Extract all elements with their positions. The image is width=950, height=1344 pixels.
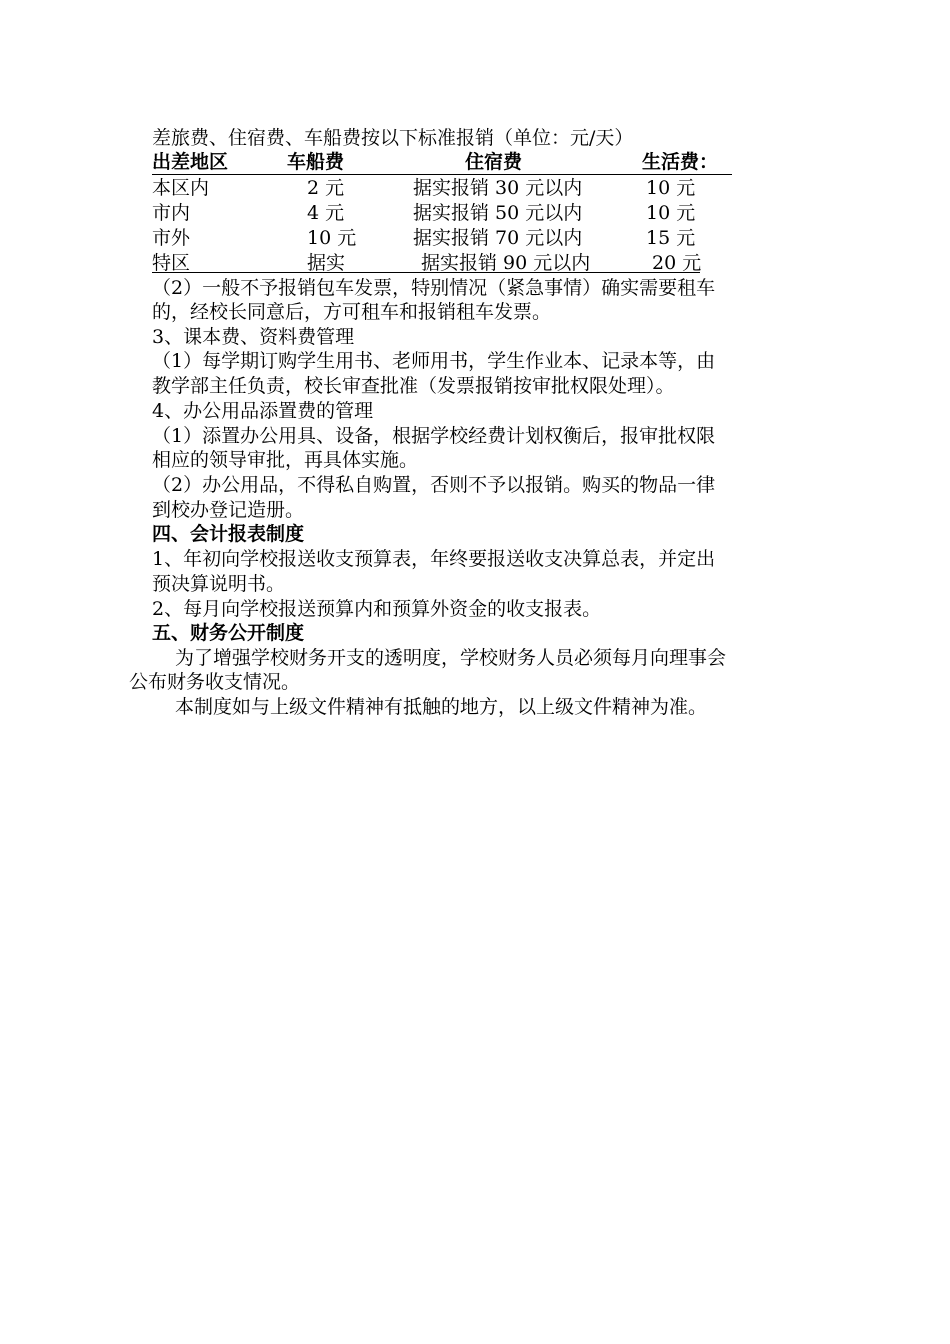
paragraph-line: （1）添置办公用具、设备，根据学校经费计划权衡后，报审批权限 (152, 425, 716, 447)
table-header-region: 出差地区 (152, 151, 229, 173)
table-cell: 10 元 (307, 227, 357, 249)
section-heading: 4、办公用品添置费的管理 (152, 400, 374, 422)
chapter-heading: 四、会计报表制度 (152, 523, 305, 545)
paragraph-line: 的，经校长同意后，方可租车和报销租车发票。 (152, 301, 552, 323)
paragraph-line: 公布财务收支情况。 (129, 671, 301, 693)
table-cell: 10 元 (646, 177, 696, 199)
table-cell: 市外 (152, 227, 191, 249)
table-header-lodging: 住宿费 (465, 151, 523, 173)
table-cell: 本区内 (152, 177, 210, 199)
travel-standard-intro: 差旅费、住宿费、车船费按以下标准报销（单位：元/天） (152, 127, 634, 149)
paragraph-line: （2）一般不予报销包车发票，特别情况（紧急事情）确实需要租车 (152, 277, 716, 299)
table-header-living: 生活费： (642, 151, 719, 173)
table-cell: 据实 (307, 252, 346, 274)
paragraph-line: 本制度如与上级文件精神有抵触的地方，以上级文件精神为准。 (175, 696, 708, 718)
table-cell: 15 元 (646, 227, 696, 249)
table-header-rule (152, 174, 732, 175)
table-cell: 特区 (152, 252, 191, 274)
chapter-heading: 五、财务公开制度 (152, 622, 305, 644)
table-cell: 4 元 (307, 202, 345, 224)
paragraph-line: 相应的领导审批，再具体实施。 (152, 449, 419, 471)
table-cell: 2 元 (307, 177, 345, 199)
table-cell: 据实报销 70 元以内 (413, 227, 583, 249)
table-cell: 10 元 (646, 202, 696, 224)
table-cell: 据实报销 30 元以内 (413, 177, 583, 199)
table-cell: 据实报销 90 元以内 (421, 252, 591, 274)
paragraph-line: 教学部主任负责，校长审查批准（发票报销按审批权限处理）。 (152, 375, 675, 397)
table-header-transport: 车船费 (287, 151, 345, 173)
paragraph-line: 2、每月向学校报送预算内和预算外资金的收支报表。 (152, 598, 602, 620)
paragraph-line: （2）办公用品，不得私自购置，否则不予以报销。购买的物品一律 (152, 474, 716, 496)
paragraph-line: （1）每学期订购学生用书、老师用书，学生作业本、记录本等，由 (152, 350, 716, 372)
paragraph-line: 为了增强学校财务开支的透明度，学校财务人员必须每月向理事会 (175, 647, 727, 669)
table-cell: 20 元 (652, 252, 702, 274)
table-cell: 据实报销 50 元以内 (413, 202, 583, 224)
section-heading: 3、课本费、资料费管理 (152, 326, 355, 348)
paragraph-line: 1、年初向学校报送收支预算表，年终要报送收支决算总表，并定出 (152, 548, 716, 570)
table-cell: 市内 (152, 202, 191, 224)
table-bottom-rule (152, 272, 700, 273)
paragraph-line: 到校办登记造册。 (152, 499, 305, 521)
paragraph-line: 预决算说明书。 (152, 573, 286, 595)
